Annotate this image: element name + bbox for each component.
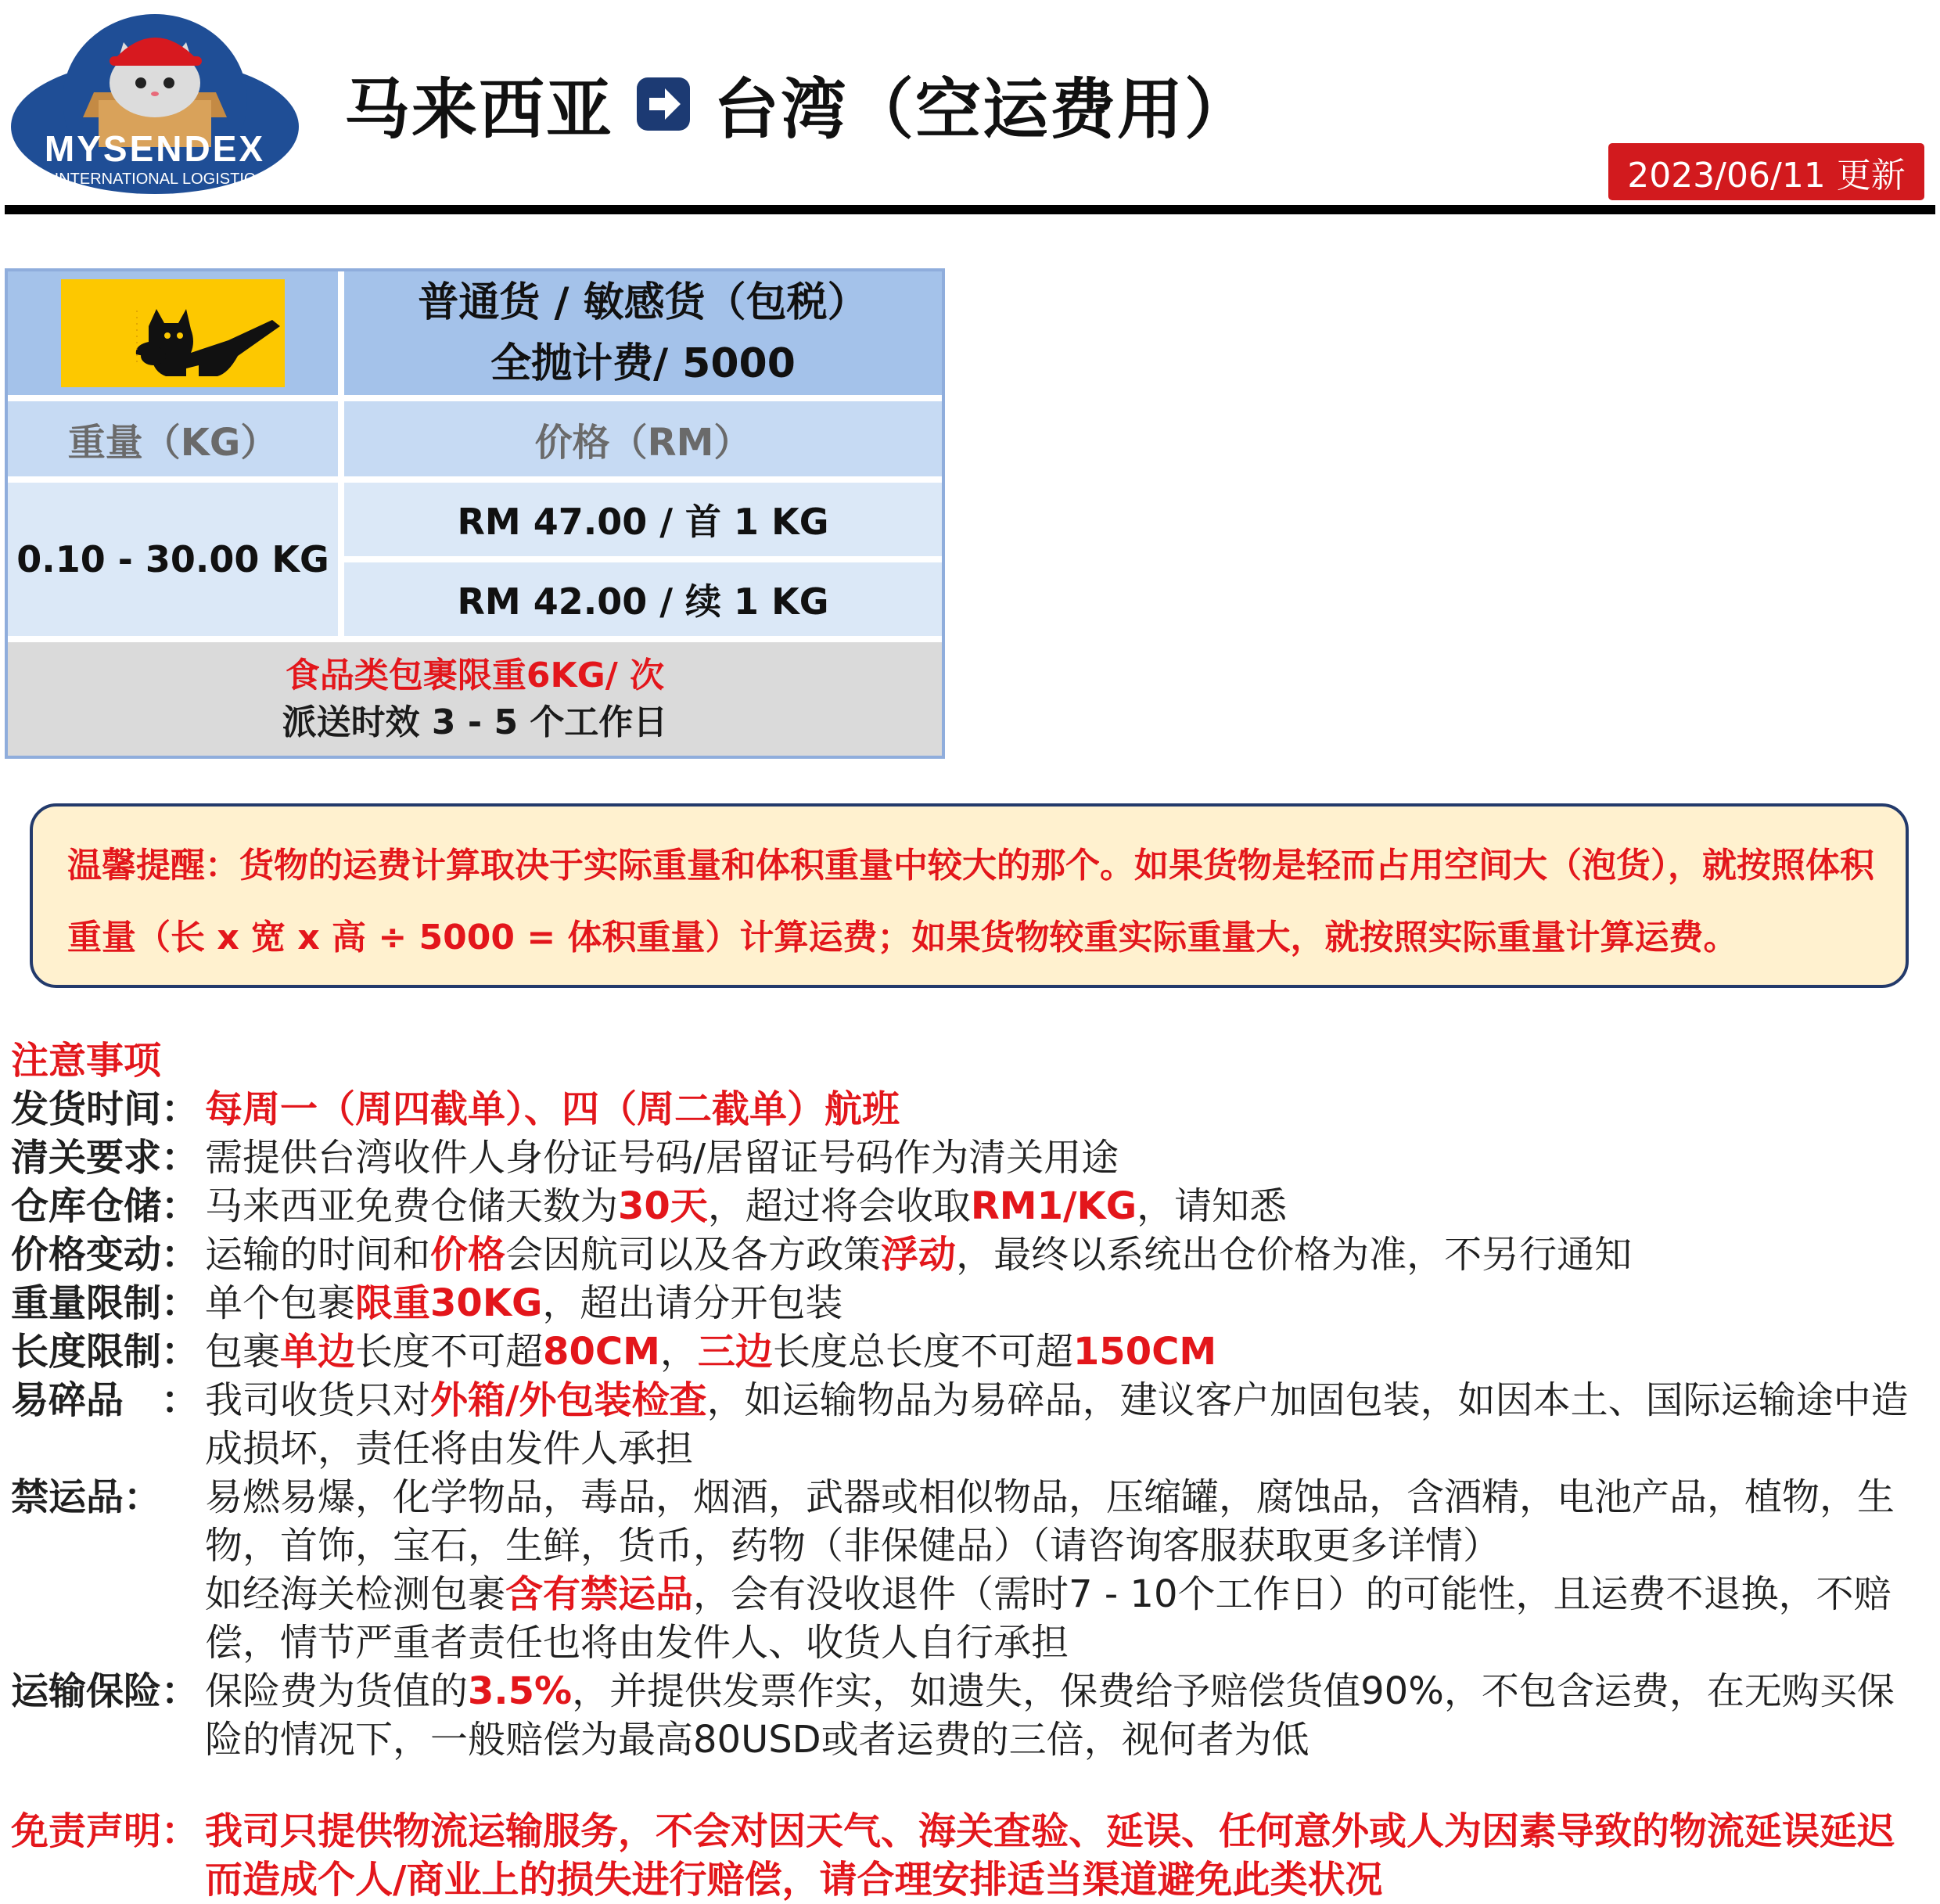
weight-column-header: 重量（KG）: [8, 401, 338, 476]
note-prohibited: [11, 1473, 1927, 1667]
notes-section: [11, 1036, 1927, 1904]
reminder-text: 温馨提醒：货物的运费计算取决于实际重量和体积重量中较大的那个。如果货物是轻而占用空间大（泡货），就按照体积重量（长 x 宽 x 高 ÷ 5000 = 体积重量）计算运费；如果货物较重实际重量大，就按照实际重量计算运费。: [67, 846, 1874, 957]
note-label: 重量限制：: [11, 1281, 199, 1325]
additional-kg-price-cell: RM 42.00 / 续 1 KG: [344, 562, 942, 636]
carrier-logo-cell: [8, 271, 338, 395]
service-type-header: [344, 271, 942, 395]
logo-brand-text: MYSENDEX: [44, 128, 266, 169]
note-storage: [11, 1182, 1927, 1230]
note-label: 仓库仓储：: [11, 1184, 199, 1228]
mysendex-logo: [6, 8, 304, 196]
note-label: 易碎品 ：: [11, 1378, 199, 1422]
note-insurance: [11, 1667, 1927, 1764]
note-content: 易燃易爆，化学物品，毒品，烟酒，武器或相似物品，压缩罐，腐蚀品，含酒精，电池产品，植物，生物，首饰，宝石，生鲜，货币，药物（非保健品）（请咨询客服获取更多详情） 如经海关检测包裹含有禁运品，会有没收退件（需时7 - 10个工作日）的可能性，且运费不退换，不赔偿，情节严重者责任也将由发件人、收货人自行承担: [205, 1475, 1895, 1665]
note-disclaimer: [11, 1807, 1927, 1904]
note-content: 每周一（周四截单）、四（周二截单）航班: [205, 1087, 900, 1131]
note-fragile: [11, 1376, 1927, 1473]
food-weight-limit-note: 食品类包裹限重6KG/ 次: [285, 655, 665, 695]
weight-range-cell: 0.10 - 30.00 KG: [8, 483, 338, 636]
header-divider: [5, 205, 1935, 214]
table-note-cell: [8, 642, 942, 756]
note-content: 包裹单边长度不可超80CM，三边长度总长度不可超150CM: [205, 1330, 1217, 1374]
note-label: 运输保险：: [11, 1669, 199, 1713]
note-customs: [11, 1133, 1927, 1182]
black-cat-logo-icon: [61, 279, 285, 387]
note-label: 发货时间：: [11, 1087, 199, 1131]
note-weight-limit: [11, 1279, 1927, 1327]
note-label: 长度限制：: [11, 1330, 199, 1374]
service-category: 普通货 / 敏感货（包税）: [418, 279, 868, 326]
note-label: 价格变动：: [11, 1233, 199, 1277]
note-label: 禁运品：: [11, 1475, 162, 1519]
reminder-box: [30, 803, 1909, 988]
logo-tagline-text: INTERNATIONAL LOGISTIC: [54, 171, 256, 188]
arrow-right-icon: [635, 76, 692, 132]
note-content: 我司只提供物流运输服务，不会对因天气、海关查验、延误、任何意外或人为因素导致的物流延误延迟而造成个人/商业上的损失进行赔偿，请合理安排适当渠道避免此类状况: [205, 1809, 1895, 1902]
first-kg-price-cell: RM 47.00 / 首 1 KG: [344, 483, 942, 556]
price-column-header: 价格（RM）: [344, 401, 942, 476]
note-content: 马来西亚免费仓储天数为30天，超过将会收取RM1/KG，请知悉: [205, 1184, 1288, 1228]
note-content: 保险费为货值的3.5%，并提供发票作实，如遗失，保费给予赔偿货值90%，不包含运费，在无购买保险的情况下，一般赔偿为最高80USD或者运费的三倍，视何者为低: [205, 1669, 1895, 1762]
note-price-change: [11, 1230, 1927, 1279]
billing-method: 全抛计费/ 5000: [490, 340, 796, 387]
note-content: 我司收货只对外箱/外包装检查，如运输物品为易碎品，建议客户加固包装，如因本土、国际运输途中造成损坏，责任将由发件人承担: [205, 1378, 1909, 1471]
update-date-badge: 2023/06/11 更新: [1608, 143, 1924, 200]
title-origin: 马来西亚: [344, 70, 614, 148]
note-label: 免责声明：: [11, 1809, 199, 1853]
note-shipping-time: [11, 1085, 1927, 1133]
notes-heading: 注意事项: [11, 1039, 162, 1083]
note-length-limit: [11, 1327, 1927, 1376]
page-title: [344, 53, 1252, 155]
note-content: 单个包裹限重30KG，超出请分开包装: [205, 1281, 843, 1325]
note-content: 需提供台湾收件人身份证号码/居留证号码作为清关用途: [205, 1136, 1119, 1180]
rate-table: [5, 268, 945, 759]
note-label: 清关要求：: [11, 1136, 199, 1180]
title-destination: 台湾（空运费用）: [713, 70, 1252, 148]
delivery-time-note: 派送时效 3 - 5 个工作日: [282, 702, 668, 742]
note-content: 运输的时间和价格会因航司以及各方政策浮动，最终以系统出仓价格为准，不另行通知: [205, 1233, 1633, 1277]
